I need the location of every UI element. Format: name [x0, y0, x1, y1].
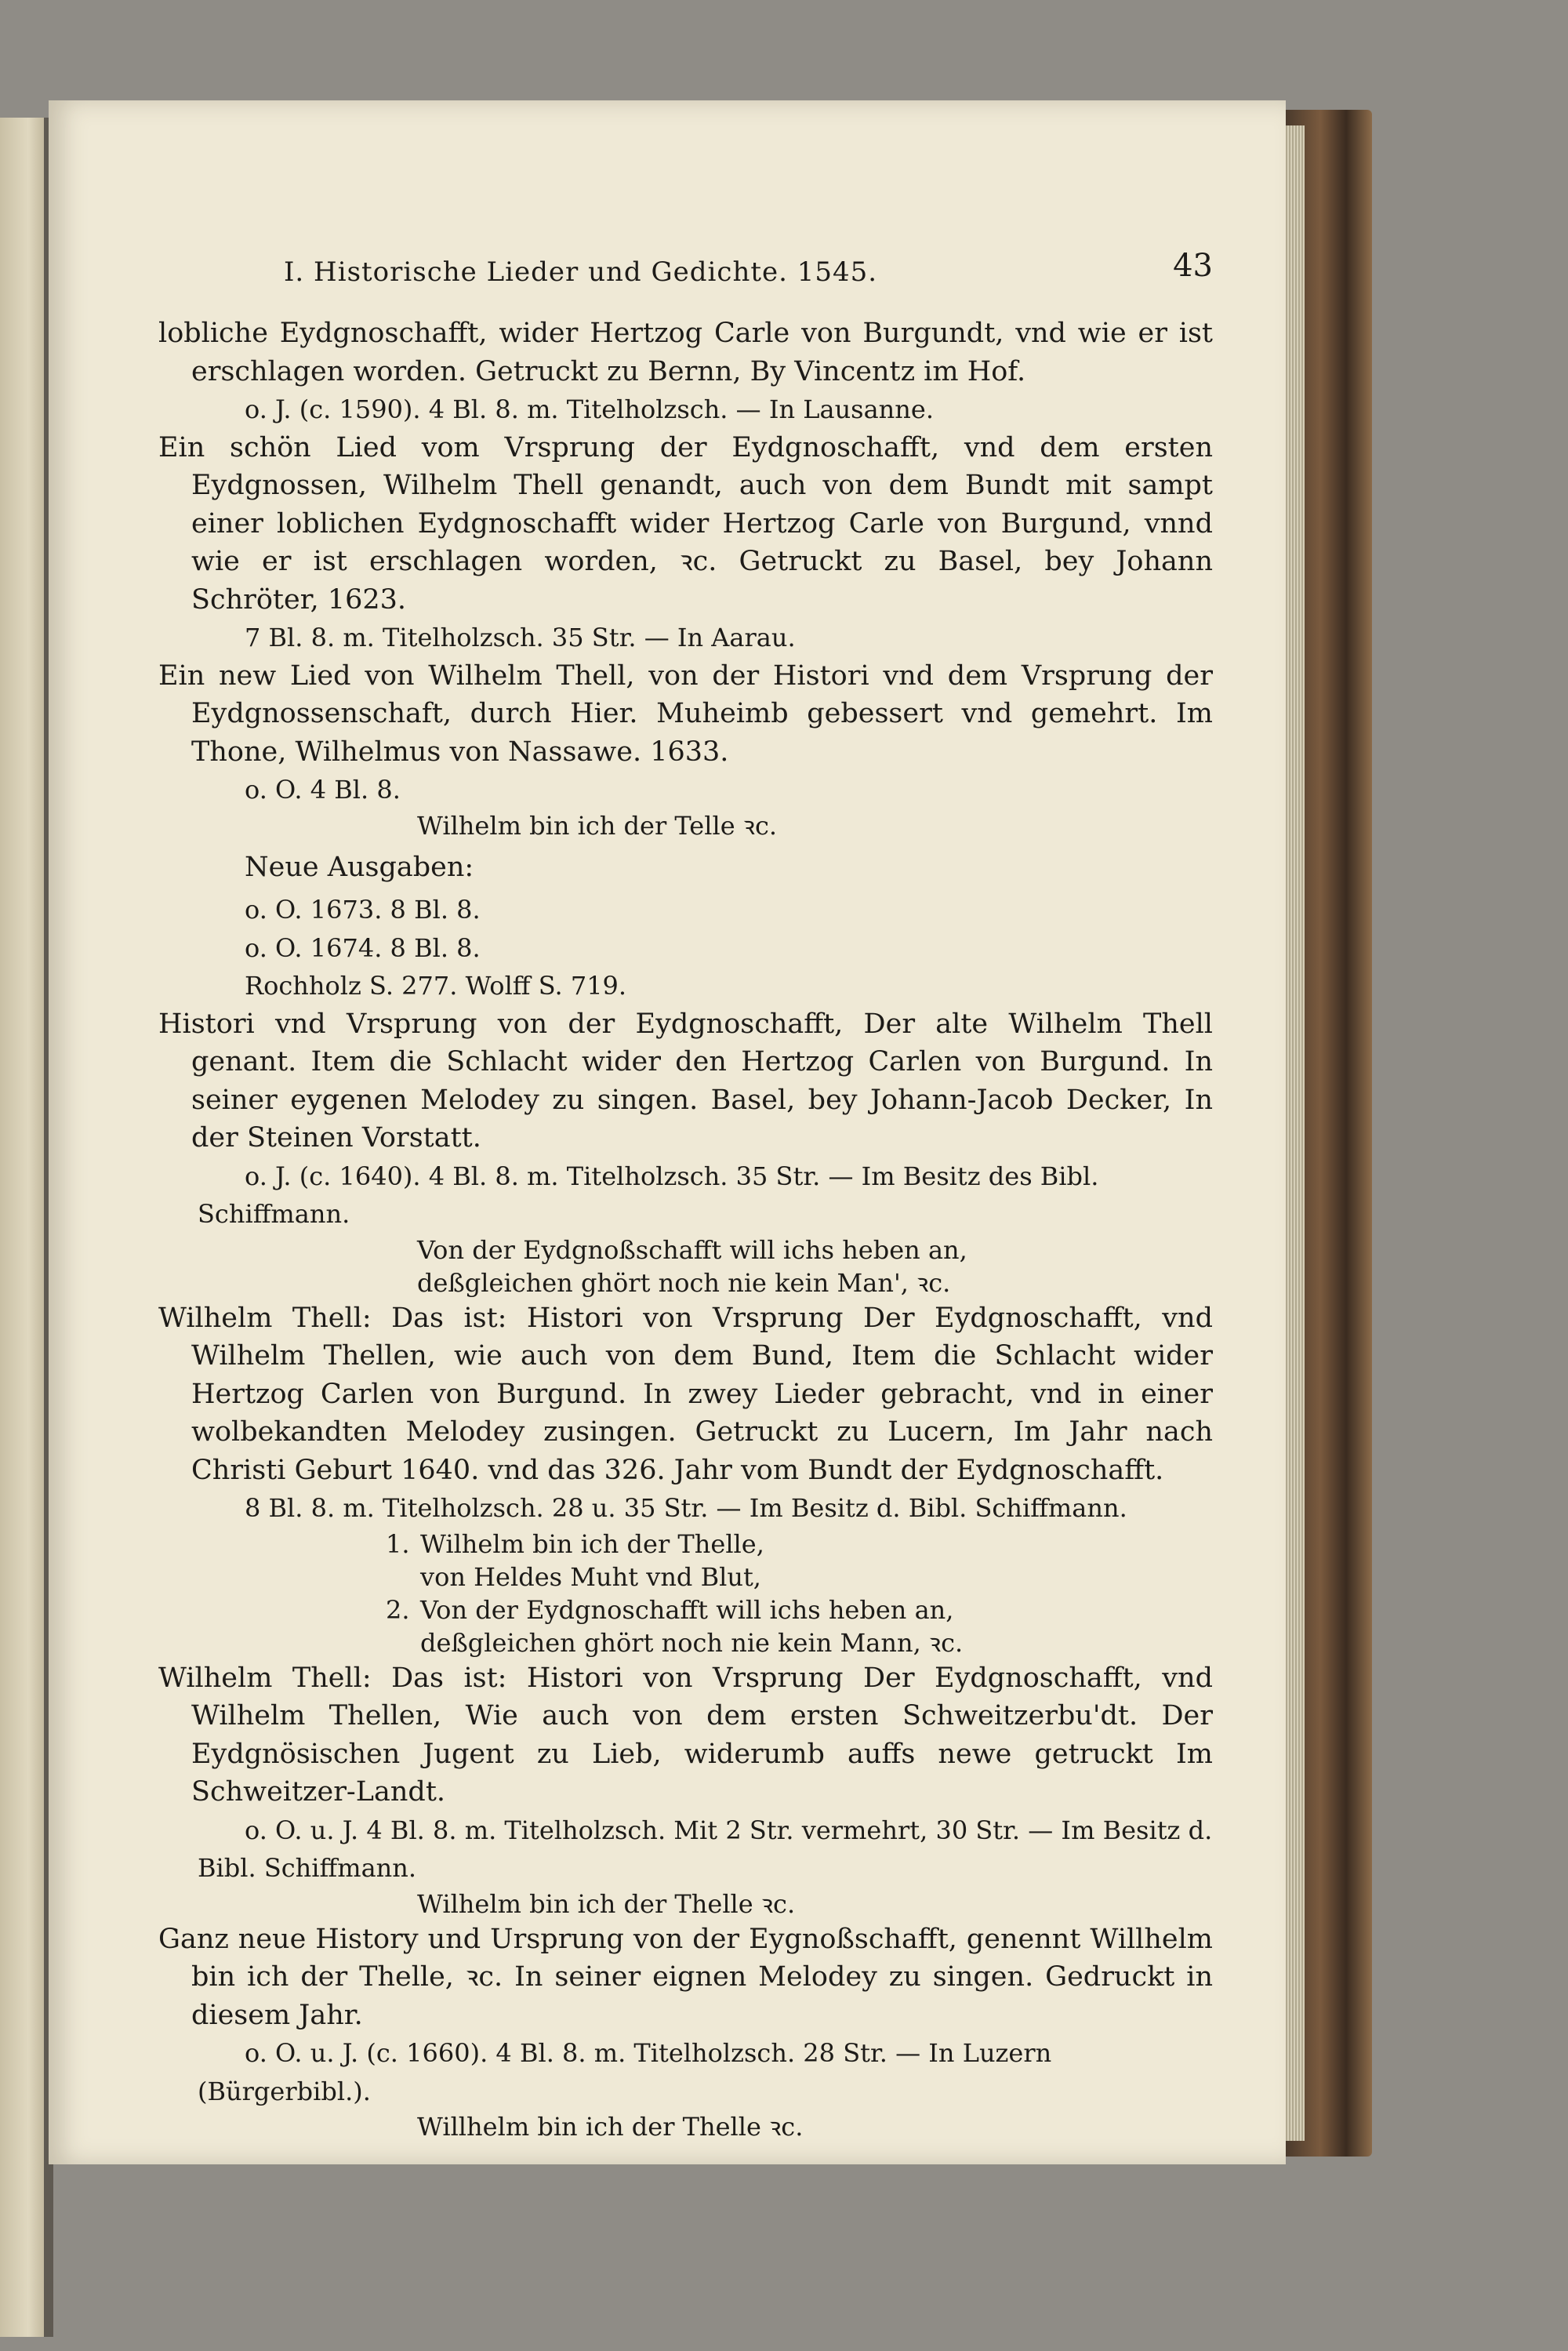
bibliography-entry: lobliche Eydgnoschafft, wider Hertzog Carle von Burgundt, vnd wie er ist erschlagen worden. Getruckt zu Bernn, By Vincentz im Hof.: [158, 318, 1213, 387]
edition-line: o. O. 1673. 8 Bl. 8.: [245, 895, 481, 925]
incipit-line: Willhelm bin ich der Thelle ꝛc.: [417, 2112, 804, 2142]
entry-meta: o. J. (c. 1640). 4 Bl. 8. m. Titelholzsch. 35 Str. — Im Besitz des Bibl. Schiffmann.: [198, 1161, 1099, 1229]
entry-meta: o. O. 4 Bl. 8.: [245, 775, 401, 805]
book-page: [49, 100, 1286, 2164]
incipit-line: Von der Eydgnoßschafft will ichs heben an,: [417, 1234, 967, 1265]
running-head: I. Historische Lieder und Gedichte. 1545.: [284, 256, 878, 288]
page-number: 43: [1173, 248, 1213, 284]
page-content: [158, 248, 1213, 2143]
verse-number: 1.: [386, 1528, 410, 1559]
edition-line: o. O. 1674. 8 Bl. 8.: [245, 932, 481, 963]
incipit-line: Wilhelm bin ich der Telle ꝛc.: [417, 810, 778, 841]
entry-meta: o. J. (c. 1590). 4 Bl. 8. m. Titelholzsch. — In Lausanne.: [245, 394, 934, 424]
verse-line: von Heldes Muht vnd Blut,: [420, 1561, 761, 1592]
verse-number: 2.: [386, 1594, 410, 1625]
page-edges: [1284, 125, 1305, 2141]
entry-meta: o. O. u. J. (c. 1660). 4 Bl. 8. m. Titelholzsch. 28 Str. — In Luzern (Bürgerbibl.).: [198, 2038, 1052, 2106]
verse-line: Von der Eydgnoschafft will ichs heben an,: [420, 1594, 954, 1625]
entry-meta: o. O. u. J. 4 Bl. 8. m. Titelholzsch. Mit 2 Str. vermehrt, 30 Str. — Im Besitz d. Bibl. Schiffmann.: [198, 1815, 1213, 1883]
verse-line: Wilhelm bin ich der Thelle,: [420, 1528, 764, 1559]
incipit-line: deßgleichen ghört noch nie kein Man', ꝛc.: [417, 1267, 951, 1298]
bibliography-entry: Ein schön Lied vom Vrsprung der Eydgnoschafft, vnd dem ersten Eydgnossen, Wilhelm Thell genandt, auch von dem Bundt mit sampt einer loblichen Eydgnoschafft wider Hertzog Carle von Burgund, vnnd wie er ist erschlagen worden, ꝛc. Getruckt zu Basel, bey Johann Schröter, 1623.: [158, 431, 1213, 616]
left-page-edge: [0, 118, 49, 2337]
entry-meta: 7 Bl. 8. m. Titelholzsch. 35 Str. — In Aarau.: [245, 623, 796, 652]
verse-list-item: [158, 1593, 1213, 1626]
page-header: [158, 248, 1213, 297]
bibliography-entry: Histori vnd Vrsprung von der Eydgnoschafft, Der alte Wilhelm Thell genant. Item die Schlacht wider den Hertzog Carlen von Burgund. In seiner eygenen Melodey zu singen. Basel, bey Johann-Jacob Decker, In der Steinen Vorstatt.: [158, 1008, 1213, 1154]
bibliography-entry: Ein new Lied von Wilhelm Thell, von der Histori vnd dem Vrsprung der Eydgnossenschaft, durch Hier. Muheimb gebessert vnd gemehrt. Im Thone, Wilhelmus von Nassawe. 1633.: [158, 660, 1213, 768]
bibliography-entry: Wilhelm Thell: Das ist: Histori von Vrsprung Der Eydgnoschafft, vnd Wilhelm Thellen, wie auch von dem Bund, Item die Schlacht wider Hertzog Carlen von Burgund. In zwey Lieder gebracht, vnd in einer wolbekandten Melodey zusingen. Getruckt zu Lucern, Im Jahr nach Christi Geburt 1640. vnd das 326. Jahr vom Bundt der Eydgnoschafft.: [158, 1302, 1213, 1486]
verse-line: deßgleichen ghört noch nie kein Mann, ꝛc.: [420, 1627, 964, 1658]
bibliography-entry: Wilhelm Thell: Das ist: Histori von Vrsprung Der Eydgnoschafft, vnd Wilhelm Thellen, Wie auch von dem ersten Schweitzerbu'dt. Der Eydgnösischen Jugent zu Lieb, widerumb auffs newe getruckt Im Schweitzer-Landt.: [158, 1662, 1213, 1808]
edition-line: Rochholz S. 277. Wolff S. 719.: [245, 971, 627, 1001]
bibliography-entry: Ganz neue History und Ursprung von der Eygnoßschafft, genennt Willhelm bin ich der Thelle, ꝛc. In seiner eignen Melodey zu singen. Gedruckt in diesem Jahr.: [158, 1923, 1213, 2031]
incipit-line: Wilhelm bin ich der Thelle ꝛc.: [417, 1888, 796, 1919]
verse-list-item: [158, 1528, 1213, 1561]
entry-meta: 8 Bl. 8. m. Titelholzsch. 28 u. 35 Str. — Im Besitz d. Bibl. Schiffmann.: [245, 1493, 1127, 1523]
section-subhead: Neue Ausgaben:: [245, 851, 474, 883]
